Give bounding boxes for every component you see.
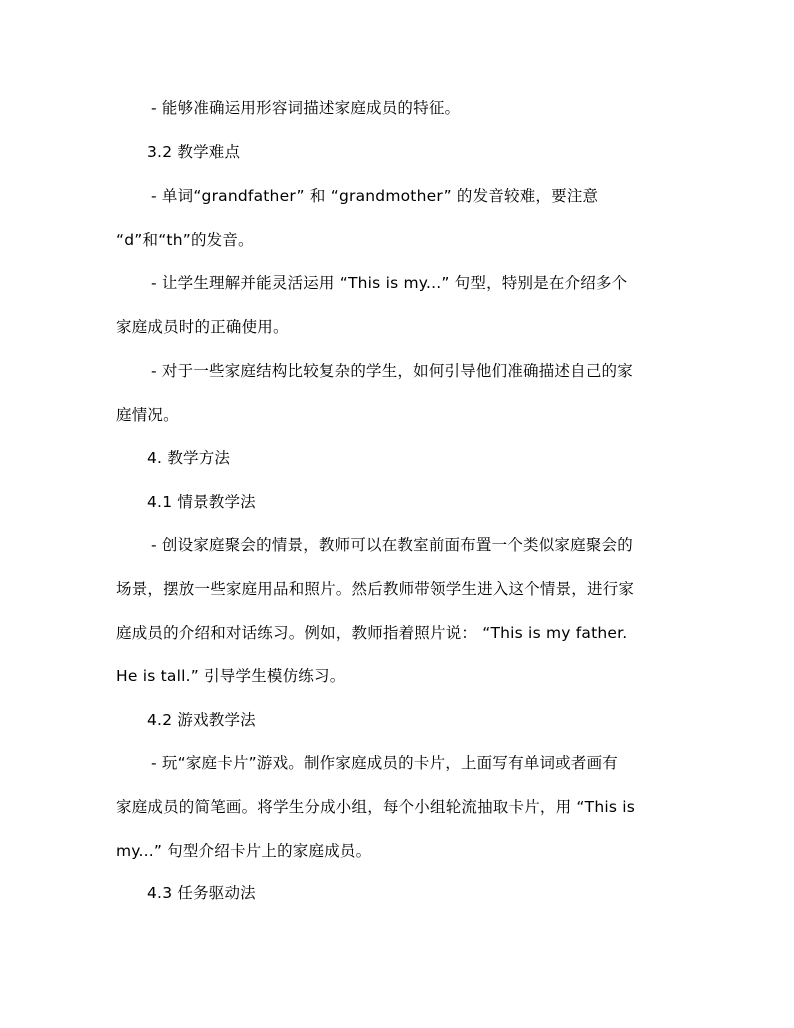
paragraph-text: my...” 句型介绍卡片上的家庭成员。 xyxy=(116,842,372,860)
paragraph-text: “d”和“th”的发音。 xyxy=(116,231,254,249)
section-heading: 4.1 情景教学法 xyxy=(147,493,256,511)
section-heading: 4.3 任务驱动法 xyxy=(147,884,256,902)
paragraph-text: He is tall.” 引导学生模仿练习。 xyxy=(116,667,346,685)
list-item-text: - 让学生理解并能灵活运用 “This is my...” 句型，特别是在介绍多个 xyxy=(151,274,628,292)
list-item-text: - 单词“grandfather” 和 “grandmother” 的发音较难，要注意 xyxy=(151,187,599,205)
list-item-text: - 玩“家庭卡片”游戏。制作家庭成员的卡片，上面写有单词或者画有 xyxy=(151,754,618,772)
section-heading: 4. 教学方法 xyxy=(147,449,231,467)
list-item-text: - 创设家庭聚会的情景，教师可以在教室前面布置一个类似家庭聚会的 xyxy=(151,536,633,554)
paragraph-text: 场景，摆放一些家庭用品和照片。然后教师带领学生进入这个情景，进行家 xyxy=(116,580,635,598)
paragraph-text: 家庭成员的简笔画。将学生分成小组，每个小组轮流抽取卡片，用 “This is xyxy=(116,798,636,816)
paragraph-text: 家庭成员时的正确使用。 xyxy=(116,318,289,336)
paragraph-text: 庭成员的介绍和对话练习。例如，教师指着照片说： “This is my father. xyxy=(116,624,628,642)
list-item-text: - 对于一些家庭结构比较复杂的学生，如何引导他们准确描述自己的家 xyxy=(151,362,633,380)
section-heading: 3.2 教学难点 xyxy=(147,143,241,161)
paragraph-text: 庭情况。 xyxy=(116,406,179,424)
list-item-text: - 能够准确运用形容词描述家庭成员的特征。 xyxy=(151,99,461,117)
section-heading: 4.2 游戏教学法 xyxy=(147,711,256,729)
